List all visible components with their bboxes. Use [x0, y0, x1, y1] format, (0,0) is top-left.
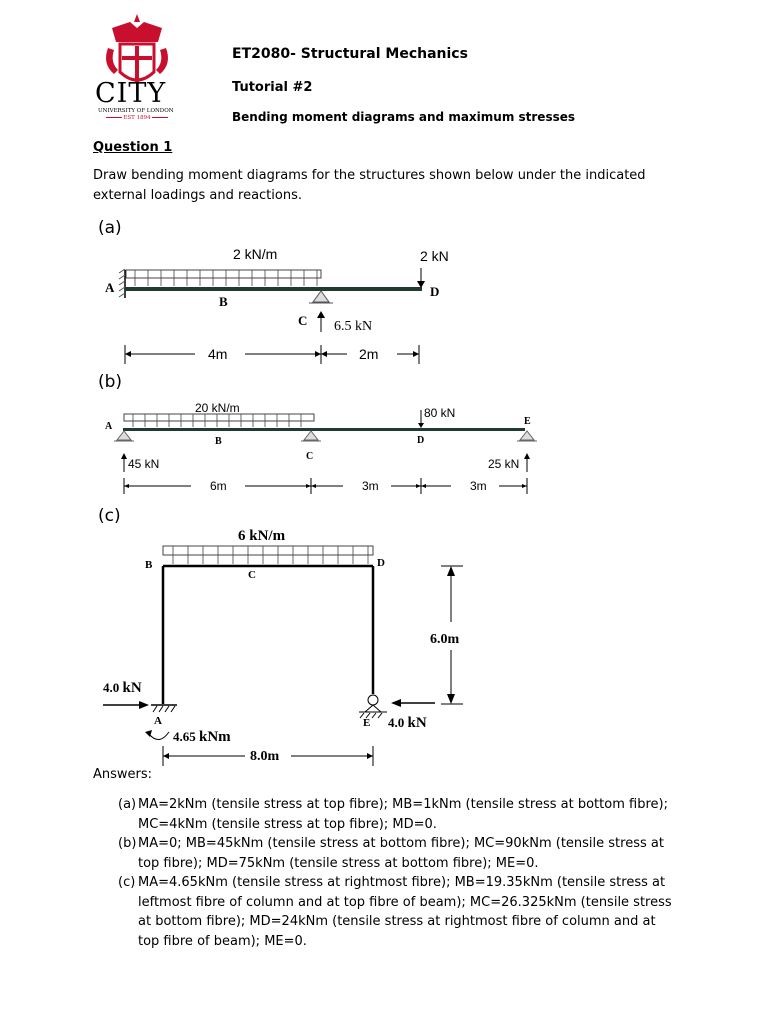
- b-reaction-a: 45 kN: [128, 457, 160, 471]
- answer-text: MA=2kNm (tensile stress at top fibre); MB=1kNm (tensile stress at bottom fibre); MC=4kNm (tensile stress at top fibre); MD=0.: [138, 797, 668, 832]
- c-height: 6.0m: [430, 632, 460, 647]
- c-force-right-value: 4.0: [388, 715, 405, 730]
- logo-est: [98, 115, 176, 121]
- logo-wordmark: CITY: [95, 78, 167, 109]
- a-dim-1: 4m: [208, 346, 228, 362]
- course-title: ET2080- Structural Mechanics: [232, 46, 468, 62]
- c-moment-unit: kNm: [199, 729, 231, 745]
- c-udl-label: 6 kN/m: [238, 528, 286, 544]
- c-force-left-value: 4.0: [103, 680, 120, 695]
- c-force-left: [103, 680, 142, 696]
- answer-item-c: [118, 873, 678, 951]
- b-dim-3: 3m: [470, 479, 487, 493]
- question-heading: Question 1: [93, 140, 173, 155]
- a-udl-label: 2 kN/m: [233, 246, 278, 262]
- c-force-right-unit: kN: [407, 715, 427, 731]
- b-node-a: A: [105, 421, 113, 432]
- figure-c-diagram: [95, 522, 495, 772]
- c-node-b: B: [145, 559, 153, 571]
- a-reaction-c: 6.5 kN: [334, 319, 373, 334]
- figure-a-label: (a): [98, 218, 122, 238]
- answer-text: MA=0; MB=45kNm (tensile stress at bottom fibre); MC=90kNm (tensile stress at top fibre); MD=75kNm (tensile stress at bottom fibre); ME=0.: [138, 836, 664, 871]
- b-node-e: E: [524, 416, 531, 427]
- answer-text: MA=4.65kNm (tensile stress at rightmost fibre); MB=19.35kNm (tensile stress at leftmost fibre of column and at top fibre of beam); MC=26.325kNm (tensile stress at bottom fibre); MD=24kNm (tensile stress at rightmost fibre of column and at top fibre of beam); ME=0.: [138, 875, 672, 949]
- figure-c-label: (c): [98, 506, 121, 526]
- a-point-load-label: 2 kN: [420, 248, 449, 264]
- b-dim-2: 3m: [362, 479, 379, 493]
- answers-heading: Answers:: [93, 767, 153, 782]
- tutorial-title: Tutorial #2: [232, 80, 313, 95]
- logo-subtitle: UNIVERSITY OF LONDON: [98, 108, 174, 114]
- b-point-load-label: 80 kN: [424, 406, 456, 420]
- c-span: 8.0m: [250, 749, 280, 764]
- answer-label: (c): [118, 875, 136, 890]
- answer-label: (b): [118, 836, 137, 851]
- answers-list: [118, 795, 678, 951]
- figure-b-diagram: [95, 398, 555, 500]
- b-node-c: C: [306, 451, 314, 462]
- c-node-e: E: [363, 717, 371, 729]
- logo-est-text: EST 1894: [123, 115, 151, 121]
- c-moment-a: [173, 729, 231, 745]
- topic-title: Bending moment diagrams and maximum stresses: [232, 110, 576, 124]
- b-reaction-e: 25 kN: [488, 457, 520, 471]
- c-node-c: C: [248, 569, 256, 581]
- c-moment-value: 4.65: [173, 729, 196, 744]
- answer-item-b: [118, 834, 678, 873]
- question-text: Draw bending moment diagrams for the structures shown below under the indicated external loadings and reactions.: [93, 168, 646, 203]
- c-force-right: [388, 715, 427, 731]
- figure-a-diagram: [95, 240, 455, 370]
- c-node-d: D: [377, 557, 385, 569]
- a-node-b: B: [219, 294, 228, 309]
- b-node-d: D: [417, 435, 425, 446]
- figure-b-label: (b): [98, 372, 123, 392]
- b-udl-label: 20 kN/m: [195, 401, 240, 415]
- b-dim-1: 6m: [210, 479, 227, 493]
- a-node-c: C: [298, 313, 308, 328]
- c-node-a: A: [154, 715, 162, 727]
- a-node-d: D: [430, 284, 440, 299]
- b-node-b: B: [215, 436, 222, 447]
- a-dim-2: 2m: [359, 346, 379, 362]
- answer-item-a: [118, 795, 678, 834]
- a-node-a: A: [105, 280, 115, 295]
- answer-label: (a): [118, 797, 137, 812]
- c-force-left-unit: kN: [122, 680, 142, 696]
